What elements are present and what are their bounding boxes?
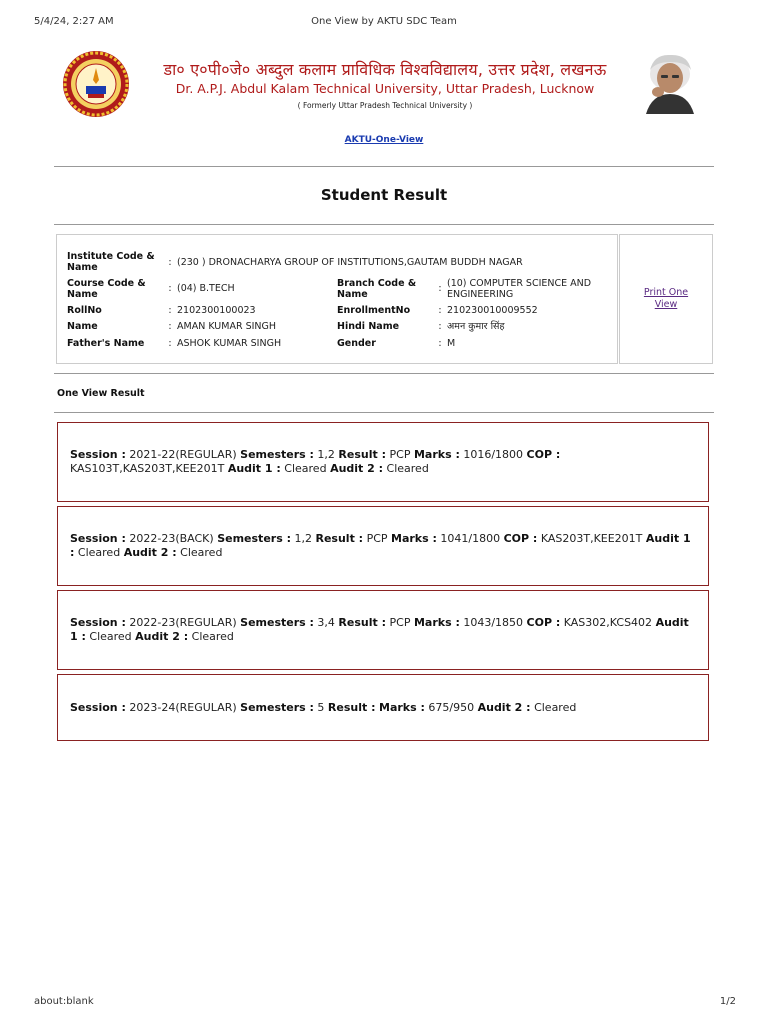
rollno-value: 2102300100023	[177, 304, 256, 316]
marks-value: 1043/1850	[463, 616, 524, 629]
result-label: Result :	[338, 616, 386, 629]
course-value: (04) B.TECH	[177, 283, 235, 294]
branch-value: (10) COMPUTER SCIENCE AND ENGINEERING	[447, 277, 592, 300]
audit1-value: Cleared	[77, 546, 121, 559]
page-title: Student Result	[320, 186, 448, 204]
institute-value: (230 ) DRONACHARYA GROUP OF INSTITUTIONS,GAUTAM BUDDH NAGAR	[177, 256, 523, 268]
student-info-panel	[56, 234, 618, 364]
audit2-value: Cleared	[180, 546, 223, 559]
result-label: Result :	[315, 532, 364, 545]
rollno-label: RollNo	[67, 304, 102, 316]
enrollment-value: 210230010009552	[447, 304, 538, 316]
audit1-label: Audit 1 :	[70, 532, 691, 559]
divider	[54, 224, 714, 225]
university-former-name: ( Formerly Uttar Pradesh Technical University )	[297, 101, 473, 110]
cop-label: COP :	[526, 616, 561, 629]
semesters-value: 3,4	[317, 616, 335, 629]
semesters-label: Semesters :	[240, 700, 314, 714]
divider	[54, 412, 714, 413]
print-datetime: 5/4/24, 2:27 AM	[34, 16, 114, 27]
result-text	[70, 448, 696, 476]
branch-label: Branch Code & Name	[337, 277, 417, 300]
enrollment-label: EnrollmentNo	[337, 304, 411, 316]
audit2-label: Audit 2 :	[477, 700, 531, 714]
oneview-link-wrap	[0, 135, 768, 145]
session-value: 2023-24(REGULAR)	[129, 700, 237, 714]
session-label: Session :	[70, 448, 126, 461]
result-card	[57, 422, 709, 502]
portrait-photo	[628, 48, 710, 114]
separator: :	[438, 304, 442, 316]
separator: :	[168, 321, 172, 332]
marks-value: 1016/1800	[463, 448, 524, 461]
cop-label: COP :	[526, 448, 561, 461]
father-name-value: ASHOK KUMAR SINGH	[177, 338, 282, 349]
audit2-label: Audit 2 :	[330, 462, 384, 475]
separator: :	[168, 338, 172, 349]
hindi-name-value: अमन कुमार सिंह	[447, 321, 505, 332]
result-value: PCP	[389, 616, 411, 629]
audit2-value: Cleared	[191, 630, 234, 643]
divider	[54, 373, 714, 374]
audit2-label: Audit 2 :	[135, 630, 189, 643]
session-value: 2021-22(REGULAR)	[129, 448, 237, 461]
result-text	[70, 532, 696, 560]
gender-value: M	[447, 338, 456, 349]
one-view-result-heading: One View Result	[57, 388, 145, 399]
name-label: Name	[67, 321, 98, 332]
course-label: Course Code & Name	[67, 277, 146, 300]
semesters-label: Semesters :	[240, 616, 314, 629]
session-label: Session :	[70, 616, 126, 629]
separator: :	[168, 256, 172, 268]
cop-value: KAS103T,KAS203T,KEE201T	[70, 462, 225, 475]
marks-label: Marks :	[413, 448, 460, 461]
result-card	[57, 590, 709, 670]
marks-label: Marks :	[413, 616, 460, 629]
institute-label: Institute Code & Name	[67, 251, 155, 273]
audit1-value: Cleared	[89, 630, 132, 643]
marks-label: Marks :	[379, 700, 425, 714]
print-header	[34, 16, 734, 30]
print-url: about:blank	[34, 996, 94, 1007]
semesters-value: 5	[317, 700, 325, 714]
session-value: 2022-23(BACK)	[129, 532, 214, 545]
marks-label: Marks :	[391, 532, 437, 545]
result-value: PCP	[366, 532, 388, 545]
audit2-value: Cleared	[386, 462, 429, 475]
result-label: Result :	[338, 448, 386, 461]
result-card	[57, 506, 709, 586]
father-name-label: Father's Name	[67, 338, 145, 349]
print-panel	[619, 234, 713, 364]
result-value: PCP	[389, 448, 411, 461]
separator: :	[168, 304, 172, 316]
print-page-title: One View by AKTU SDC Team	[311, 16, 457, 27]
audit1-label: Audit 1 :	[70, 616, 689, 643]
session-value: 2022-23(REGULAR)	[129, 616, 237, 629]
semesters-label: Semesters :	[217, 532, 291, 545]
divider	[54, 166, 714, 167]
audit1-label: Audit 1 :	[227, 462, 281, 475]
semesters-label: Semesters :	[240, 448, 314, 461]
result-text	[70, 616, 696, 644]
cop-value: KAS302,KCS402	[563, 616, 653, 629]
cop-value: KAS203T,KEE201T	[540, 532, 643, 545]
result-text	[70, 701, 576, 715]
session-label: Session :	[70, 532, 126, 545]
session-label: Session :	[70, 700, 126, 714]
audit1-value: Cleared	[284, 462, 327, 475]
audit2-value: Cleared	[534, 700, 577, 714]
separator: :	[438, 338, 442, 349]
university-name-hindi: डा० ए०पी०जे० अब्दुल कलाम प्राविधिक विश्वविद्यालय, उत्तर प्रदेश, लखनऊ	[163, 60, 607, 79]
gender-label: Gender	[337, 338, 376, 349]
university-seal-logo	[62, 50, 130, 118]
print-one-view-link[interactable]: Print One View	[643, 287, 689, 310]
semesters-value: 1,2	[294, 532, 312, 545]
separator: :	[438, 283, 442, 294]
audit2-label: Audit 2 :	[123, 546, 177, 559]
print-page-number: 1/2	[719, 996, 736, 1007]
hindi-name-label: Hindi Name	[337, 321, 400, 332]
separator: :	[168, 283, 172, 294]
marks-value: 675/950	[428, 700, 475, 714]
cop-label: COP :	[503, 532, 538, 545]
result-label: Result :	[327, 700, 376, 714]
result-card	[57, 674, 709, 741]
aktu-one-view-link[interactable]: AKTU-One-View	[344, 135, 424, 145]
student-info-table	[67, 249, 597, 352]
semesters-value: 1,2	[317, 448, 335, 461]
marks-value: 1041/1800	[440, 532, 501, 545]
university-name-english: Dr. A.P.J. Abdul Kalam Technical University, Uttar Pradesh, Lucknow	[175, 81, 595, 96]
name-value: AMAN KUMAR SINGH	[177, 321, 277, 332]
separator: :	[438, 321, 442, 332]
